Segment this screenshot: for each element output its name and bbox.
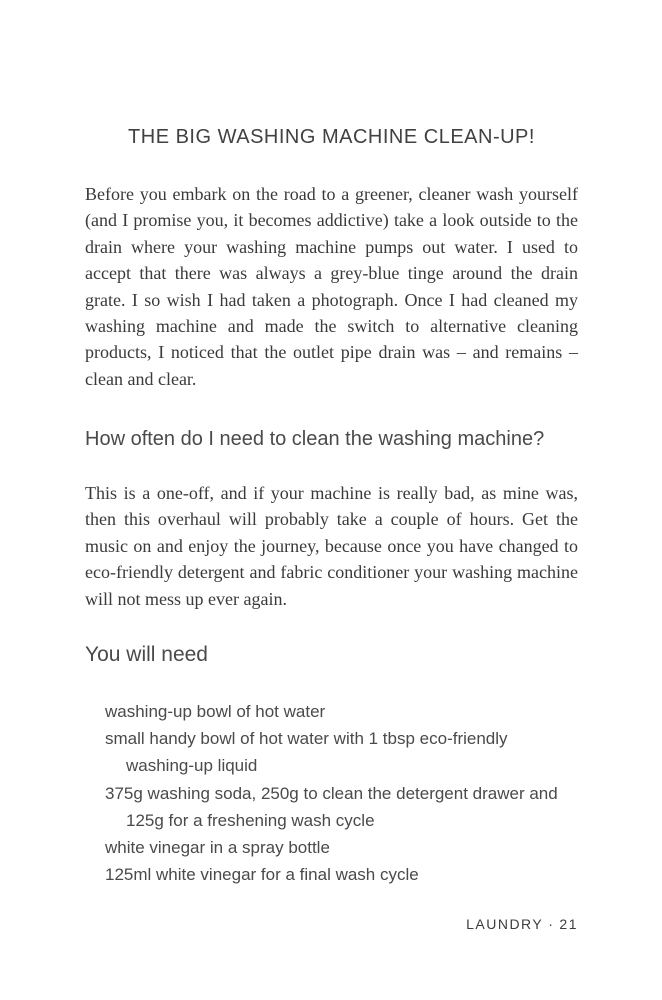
intro-paragraph: Before you embark on the road to a greener, cleaner wash yourself (and I promise you, it becomes addictive) take a look outside to the drain where your washing machine pumps out water. I used to accept that there was always a grey-blue tinge around the drain grate. I so wish I had taken a photograph. Once I had cleaned my washing machine and made the switch to alternative cleaning products, I noticed that the outlet pipe drain was – and remains – clean and clear. — [85, 184, 578, 389]
ingredient-line: 375g washing soda, 250g to clean the detergent drawer and — [105, 783, 558, 803]
ingredient-line-continuation: washing-up liquid — [126, 756, 258, 776]
footer-page-number: 21 — [559, 916, 578, 932]
section-paragraph: This is a one-off, and if your machine is really bad, as mine was, then this overhaul will probably take a couple of hours. Get the music on and enjoy the journey, because once you have changed to eco-friendly detergent and fabric conditioner your washing machine will not mess up ever again. — [85, 483, 578, 609]
ingredient-line-continuation: 125g for a freshening wash cycle — [126, 810, 375, 830]
ingredient-line: white vinegar in a spray bottle — [105, 838, 330, 858]
section-heading: How often do I need to clean the washing machine? — [85, 428, 545, 450]
footer-section-label: LAUNDRY — [466, 916, 544, 932]
you-will-need-heading: You will need — [85, 643, 208, 666]
ingredients-list — [105, 698, 605, 888]
running-footer — [466, 916, 578, 932]
ingredient-line: washing-up bowl of hot water — [105, 702, 326, 721]
ingredient-line: 125ml white vinegar for a final wash cycle — [105, 865, 419, 885]
page-title: THE BIG WASHING MACHINE CLEAN-UP! — [128, 126, 535, 148]
footer-separator-dot: · — [548, 916, 555, 932]
ingredient-line: small handy bowl of hot water with 1 tbsp eco-friendly — [105, 729, 508, 749]
